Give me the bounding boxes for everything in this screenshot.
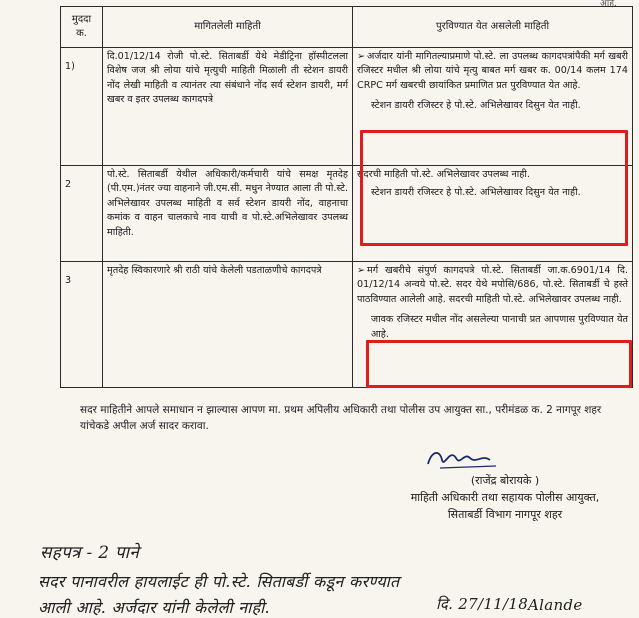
header-point-no: मुददा क. bbox=[61, 7, 103, 48]
handwritten-note-line-1: सदर पानावरील हायलाईट ही पो.स्टे. सिताबर्डी कडून करण्यात bbox=[38, 572, 400, 591]
arrow-bullet-icon: ➢ bbox=[357, 265, 366, 276]
requested-info-text: दि.01/12/14 रोजी पो.स्टे. सिताबर्डी येथे मेडीट्रिना हॉस्पीटलला विशेष जज श्री लोया यांचे मृत्युची माहिती मिळाली ती स्टेशन डायरी नोंद लेखी माहिती व त्यानंतर त्या संबंधाने नोंद सर्व स्टेशन डायरी, मर्ग खबर व इतर उपलब्ध कागदपत्रे bbox=[107, 51, 348, 106]
arrow-bullet-icon: ➢ bbox=[357, 51, 366, 62]
provided-info-cell bbox=[353, 48, 633, 166]
handwritten-date: दि. 27/11/18 bbox=[436, 595, 529, 613]
table-header-row bbox=[61, 7, 633, 48]
row-number: 3 bbox=[61, 262, 103, 388]
info-table bbox=[60, 6, 633, 388]
table-row bbox=[61, 166, 633, 262]
officer-designation: माहिती अधिकारी तथा सहायक पोलीस आयुक्त, bbox=[410, 491, 600, 504]
requested-info-text: मृतदेह स्विकारणारे श्री राठी यांचे केलेली पडताळणीचे कागदपत्रे bbox=[107, 265, 322, 276]
handwritten-note-line-2: आली आहे. अर्जदार यांनी केलेली नाही. bbox=[38, 598, 270, 617]
header-provided-info: पुरविण्यात येत असलेली माहिती bbox=[353, 7, 633, 48]
table-row bbox=[61, 262, 633, 388]
table-row bbox=[61, 48, 633, 166]
provided-info-text: ➢ अर्जदार यांनी मागितल्याप्रमाणे पो.स्टे. ला उपलब्ध कागदपत्रांपैकी मर्ग खबरी रजिस्टर मधील श्री लोया यांचे मृत्यु बाबत मर्ग खबर क. 00/14 कलम 174 CRPC मर्ग खबरची छायांकित प्रमाणित प्रत पुरविण्यात येत आहे. bbox=[357, 51, 628, 91]
handwritten-enclosure: सहपत्र - 2 पाने bbox=[40, 543, 140, 563]
requested-info-cell bbox=[103, 262, 353, 388]
row-number: 2 bbox=[61, 166, 103, 262]
provided-info-text: सदरची माहिती पो.स्टे. अभिलेखावर उपलब्ध नाही. bbox=[357, 169, 530, 180]
officer-office: सिताबर्डी विभाग नागपूर शहर bbox=[447, 508, 563, 521]
provided-info-text: ➢ मर्ग खबरीचे संपुर्ण कागदपत्रे पो.स्टे. सिताबर्डी जा.क.6901/14 दि. 01/12/14 अन्वये पो.स्टे. सदर येथे मपोसि/686, पो.स्टे. सिताबर्डी चे हस्ते पाठविण्यात आलेली आहे. सदरची माहिती पो.स्टे. अभिलेखावर उपलब्ध नाही. bbox=[357, 265, 628, 305]
provided-info-boxed-text: जावक रजिस्टर मधील नोंद असलेल्या पानाची प्रत आपणास पुरविण्यात येत आहे. bbox=[371, 314, 628, 340]
provided-info-boxed-text: स्टेशन डायरी रजिस्टर हे पो.स्टे. अभिलेखावर दिसुन येत नाही. bbox=[371, 187, 581, 199]
officer-block bbox=[380, 472, 630, 523]
handwritten-signature: Alande bbox=[528, 596, 583, 614]
requested-info-cell bbox=[103, 48, 353, 166]
provided-info-boxed-text: स्टेशन डायरी रजिस्टर हे पो.स्टे. अभिलेखावर दिसुन येत नाही. bbox=[371, 100, 581, 112]
officer-name: (राजेंद्र बोरायके ) bbox=[470, 474, 540, 487]
appeal-note: सदर माहितीने आपले समाधान न झाल्यास आपण मा. प्रथम अपिलीय अधिकारी तथा पोलीस उप आयुक्त सा., परीमंडळ क. 2 नागपूर शहर यांचेकडे अपील अर्ज सादर करावा. bbox=[80, 404, 602, 432]
provided-info-cell bbox=[353, 262, 633, 388]
requested-info-text: पो.स्टे. सिताबर्डी येथील अधिकारी/कर्मचारी यांचे समक्ष मृतदेह (पी.एम.)नंतर ज्या वाहनाने जी.एम.सी. मधुन नेण्यात आला ती पो.स्टे. अभिलेखावर उपलब्ध माहिती व सर्व स्टेशन डायरी नोंद, वाहनाचा कमांक व वाहन चालकाचे नाव याची व पो.स्टे.अभिलेखावर उपलब्ध माहिती. bbox=[107, 169, 348, 238]
row-number: 1) bbox=[61, 48, 103, 166]
provided-info-cell bbox=[353, 166, 633, 262]
officer-signature bbox=[420, 440, 510, 474]
requested-info-cell bbox=[103, 166, 353, 262]
page-fragment: आहे. bbox=[600, 0, 617, 9]
header-requested-info: मागितलेली माहिती bbox=[103, 7, 353, 48]
